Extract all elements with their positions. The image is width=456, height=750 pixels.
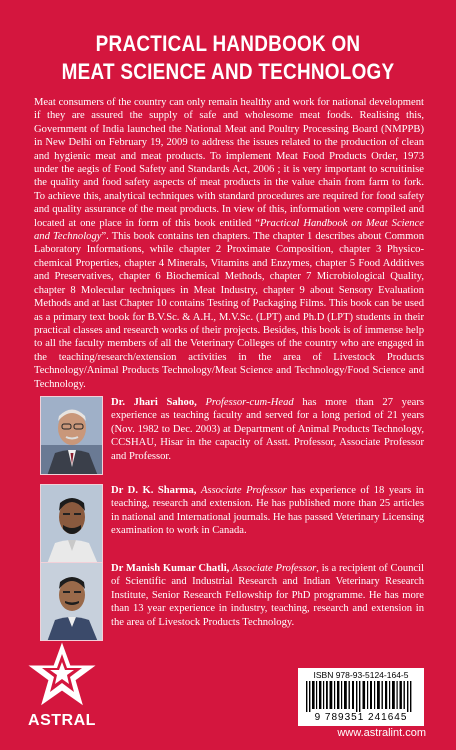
- barcode-bars-icon: [304, 681, 418, 712]
- publisher-logo: [28, 638, 96, 738]
- title-line-2: MEAT SCIENCE AND TECHNOLOGY: [61, 59, 395, 84]
- author-role: Associate Professor: [232, 563, 317, 574]
- author-bio: [111, 562, 424, 629]
- publisher-website: www.astralint.com: [337, 727, 426, 739]
- author-photo: [40, 396, 103, 475]
- barcode: [298, 668, 424, 726]
- book-description: [34, 96, 424, 391]
- author-name: Dr D. K. Sharma,: [111, 485, 197, 496]
- isbn-label: ISBN 978-93-5124-164-5: [313, 670, 409, 680]
- author-photo: [40, 562, 103, 641]
- barcode-number: 9 789351 241645: [314, 712, 408, 723]
- author-role: Professor-cum-Head: [205, 397, 294, 408]
- book-title: [32, 30, 424, 86]
- description-text-1: Meat consumers of the country can only remain healthy and work for national development if they are assured the supply of safe and wholesome meat foods. Realising this, Government of India launched the National Meat and Poultry Processing Board (NMPPB) in New Delhi on February 19, 2009 to address the issues related to the production of clean and hygienic meat and meat products. To implement Meat Food Products Order, 1973 under the aegis of Food Safety and Standards Act, 2006 ; it is very important to scruitinise the quality and food safety aspects of meat products in the value chain from farm to fork. To achieve this, analytical techniques with standard procedures are required for food safety and quality assurance of the meat products. In view of this, information were compiled and located at one place in form of this book entitled “: [34, 97, 424, 229]
- description-book-title: Practical Handbook on Meat Science and Technology: [34, 217, 424, 243]
- author-photo: [40, 484, 103, 563]
- star-logo-icon: [28, 638, 96, 712]
- author-bio-text: has more than 27 years experience as teaching faculty and served for a long period of 21 years (Nov. 1982 to Dec. 2003) at Department of Animal Products Technology, CCSHAU, Hisar in the capacity of Asstt. Professor, Associate Professor and Professor.: [111, 397, 424, 462]
- description-text-2: ”. This book contains ten chapters. The chapter 1 describes about Common Laboratory Informations, while chapter 2 Proximate Composition, chapter 3 Physico-chemical Properties, chapter 4 Minerals, Vitamins and Enzymes, chapter 5 Food Additives and Preservatives, chapter 6 Biochemical Methods, chapter 7 Microbiological Quality, chapter 8 Molecular techniques in Meat Industry, chapter 9 about Sensory Evaluation Methods and at last Chapter 10 contains Testing of Packaging Films. This book can be used as a primary text book for B.V.Sc. & A.H., M.V.Sc. (LPT) and Ph.D (LPT) students in their practical classes and research works of their projects. Besides, this book is of immense help to all the faculty members of all the Veterinary Colleges of the country who are engaged in the teaching/research/extension activities in the area of Livestock Products Technology/Animal Products Technology/Meat Science and Technology/Food Science and Technology.: [34, 231, 425, 390]
- title-line-1: PRACTICAL HANDBOOK ON: [95, 31, 361, 56]
- author-bio-text: , is a recipient of Council of Scientific and Industrial Research and Indian Veterinary Research Institute, Senior Research Fellowship for PhD programme. He has more than 13 year experience in industry, teaching, research and extension in the area of Livestock Products Technology.: [111, 563, 424, 628]
- publisher-logo-text: ASTRAL: [28, 712, 96, 729]
- author-name: Dr Manish Kumar Chatli,: [111, 563, 230, 574]
- author-name: Dr. Jhari Sahoo,: [111, 397, 197, 408]
- author-bio-text: has experience of 18 years in teaching, research and extension. He has published more than 25 articles in national and International journals. He has passed Veterinary Licensing examination to work in Canada.: [111, 485, 424, 537]
- author-bio: [111, 396, 424, 463]
- author-bio: [111, 484, 424, 538]
- author-role: Associate Professor: [200, 485, 287, 496]
